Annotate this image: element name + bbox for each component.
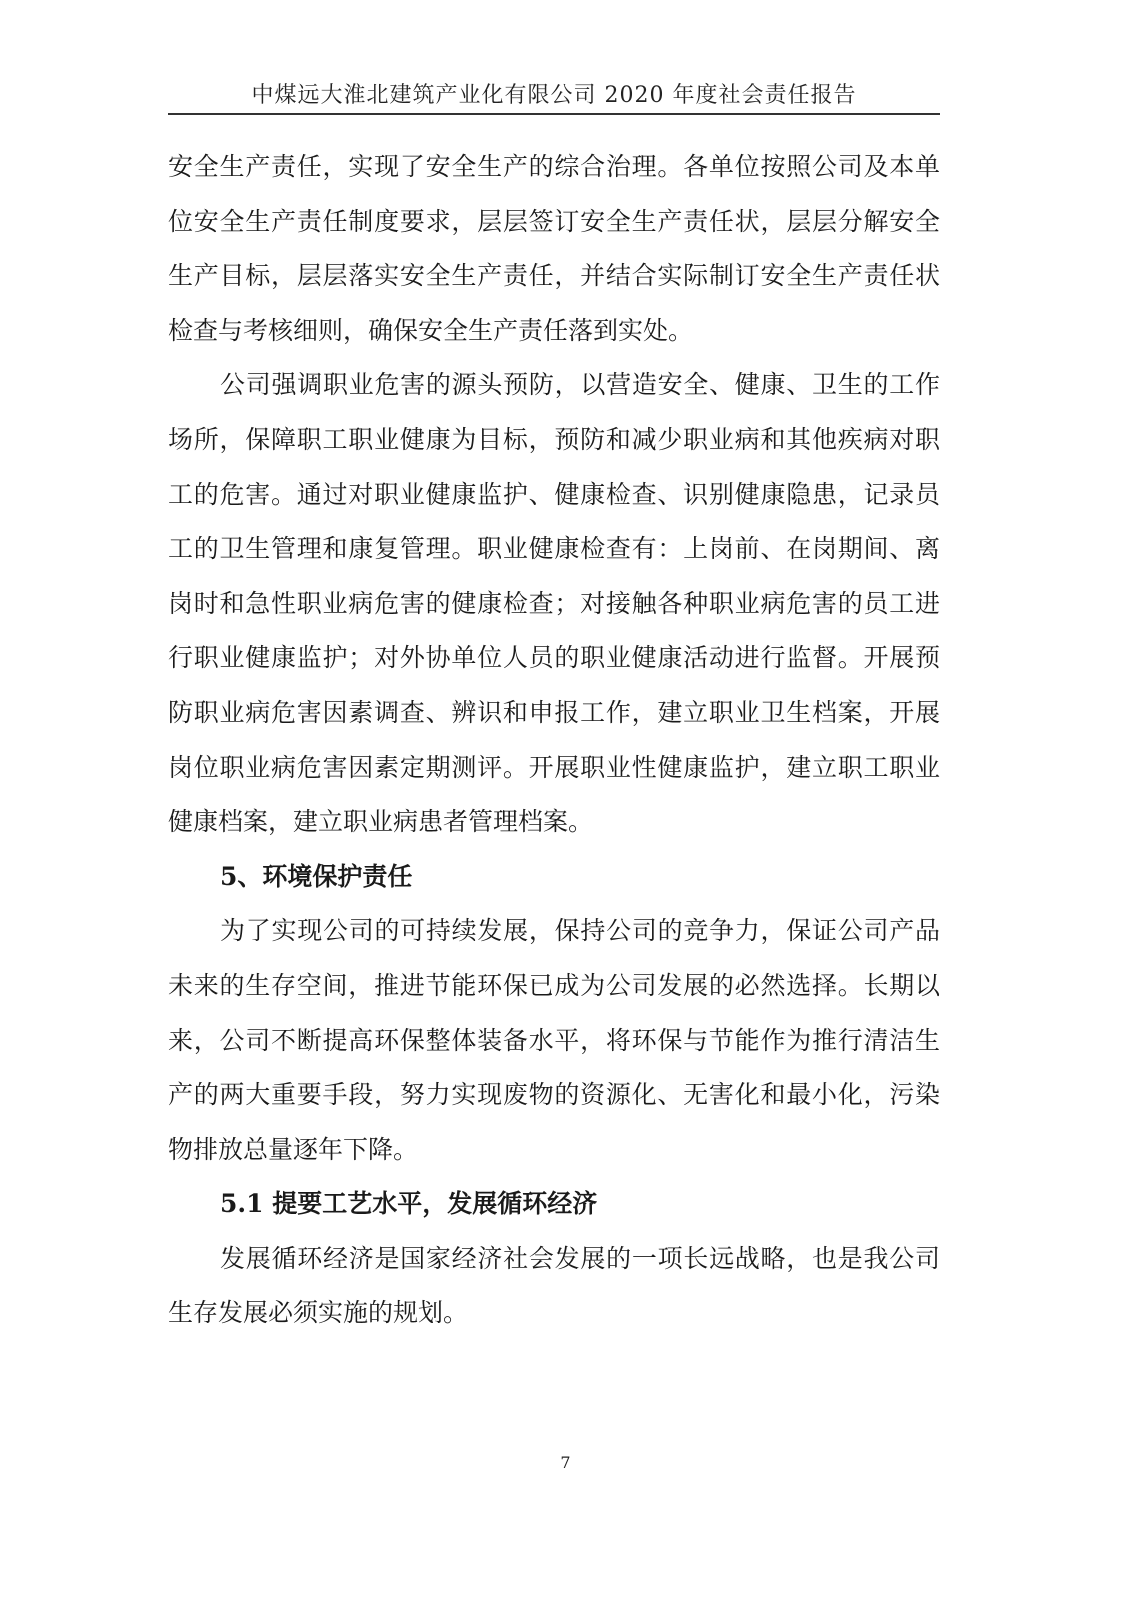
paragraph-circular-economy: [168, 1232, 940, 1341]
text-line: 工的卫生管理和康复管理。职业健康检查有：上岗前、在岗期间、离: [168, 534, 940, 564]
header-rule: [168, 113, 940, 115]
text-line: 公司强调职业危害的源头预防，以营造安全、健康、卫生的工作: [220, 370, 940, 400]
text-line: 产的两大重要手段，努力实现废物的资源化、无害化和最小化，污染: [168, 1080, 940, 1110]
subsection-heading-circular-economy: 5.1 提要工艺水平，发展循环经济: [220, 1189, 598, 1219]
text-line: 场所，保障职工职业健康为目标，预防和减少职业病和其他疾病对职: [168, 424, 940, 454]
text-line: 为了实现公司的可持续发展，保持公司的竞争力，保证公司产品: [220, 916, 940, 946]
text-line: 防职业病危害因素调查、辨识和申报工作，建立职业卫生档案，开展: [168, 697, 940, 727]
section-heading-environment: 5、环境保护责任: [220, 861, 413, 891]
text-line: 来，公司不断提高环保整体装备水平，将环保与节能作为推行清洁生: [168, 1025, 940, 1055]
text-line: 安全生产责任，实现了安全生产的综合治理。各单位按照公司及本单: [168, 152, 940, 181]
text-line: 生存发展必须实施的规划。: [168, 1298, 469, 1328]
text-line: 发展循环经济是国家经济社会发展的一项长远战略，也是我公司: [220, 1243, 940, 1273]
paragraph-safety-responsibility: [168, 140, 940, 358]
paragraph-occupational-health: [168, 358, 940, 849]
text-line: 岗时和急性职业病危害的健康检查；对接触各种职业病危害的员工进: [168, 588, 940, 618]
text-line: 检查与考核细则，确保安全生产责任落到实处。: [168, 315, 694, 345]
text-line: 位安全生产责任制度要求，层层签订安全生产责任状，层层分解安全: [168, 206, 940, 236]
text-line: 工的危害。通过对职业健康监护、健康检查、识别健康隐患，记录员: [168, 479, 940, 509]
page-number: 7: [560, 1453, 571, 1472]
text-line: 岗位职业病危害因素定期测评。开展职业性健康监护，建立职工职业: [168, 752, 940, 782]
paragraph-environment: [168, 904, 940, 1177]
text-line: 物排放总量逐年下降。: [168, 1134, 419, 1164]
text-line: 健康档案，建立职业病患者管理档案。: [168, 807, 594, 837]
text-line: 行职业健康监护；对外协单位人员的职业健康活动进行监督。开展预: [168, 643, 940, 673]
page-body: [168, 140, 940, 1341]
text-line: 生产目标，层层落实安全生产责任，并结合实际制订安全生产责任状: [168, 261, 940, 291]
text-line: 未来的生存空间，推进节能环保已成为公司发展的必然选择。长期以: [168, 970, 940, 1000]
running-header: 中煤远大淮北建筑产业化有限公司 2020 年度社会责任报告: [251, 83, 857, 108]
